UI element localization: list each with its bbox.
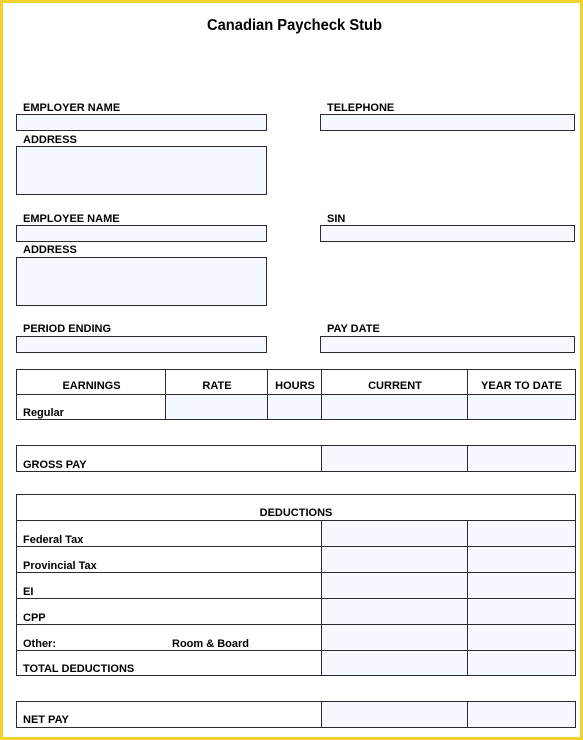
ei-current-field[interactable] (322, 573, 468, 599)
page-title: Canadian Paycheck Stub (206, 17, 383, 34)
employer-name-label: EMPLOYER NAME (23, 102, 121, 114)
cpp-label: CPP (23, 612, 46, 624)
other-current-field[interactable] (322, 625, 468, 651)
other-label: Other: (23, 638, 56, 650)
federal-tax-ytd-field[interactable] (468, 521, 575, 547)
regular-ytd-field[interactable] (468, 395, 575, 419)
gross-pay-row (16, 445, 576, 472)
employee-name-field[interactable] (16, 225, 267, 242)
provincial-tax-ytd-field[interactable] (468, 547, 575, 573)
rate-header: RATE (202, 380, 232, 392)
employer-name-field[interactable] (16, 114, 267, 131)
employer-address-label: ADDRESS (23, 134, 77, 146)
ei-label: EI (23, 586, 34, 598)
gross-pay-current-field[interactable] (322, 446, 468, 471)
regular-label: Regular (23, 407, 64, 419)
sin-field[interactable] (320, 225, 575, 242)
deductions-table (16, 494, 576, 676)
employer-address-field[interactable] (16, 146, 267, 195)
ei-ytd-field[interactable] (468, 573, 575, 599)
period-ending-field[interactable] (16, 336, 267, 353)
hours-header: HOURS (275, 380, 315, 392)
current-header: CURRENT (368, 380, 422, 392)
cpp-current-field[interactable] (322, 599, 468, 625)
provincial-tax-current-field[interactable] (322, 547, 468, 573)
regular-hours-field[interactable] (268, 395, 322, 419)
other-note: Room & Board (172, 638, 249, 650)
net-pay-label: NET PAY (23, 714, 69, 726)
deductions-header: DEDUCTIONS (259, 507, 333, 519)
pay-date-label: PAY DATE (327, 323, 380, 335)
provincial-tax-label: Provincial Tax (23, 560, 97, 572)
total-deductions-current-field[interactable] (322, 651, 468, 675)
employee-name-label: EMPLOYEE NAME (23, 213, 120, 225)
employee-address-label: ADDRESS (23, 244, 77, 256)
telephone-field[interactable] (320, 114, 575, 131)
net-pay-current-field[interactable] (322, 702, 468, 727)
total-deductions-ytd-field[interactable] (468, 651, 575, 675)
federal-tax-current-field[interactable] (322, 521, 468, 547)
pay-date-field[interactable] (320, 336, 575, 353)
other-label-cell (17, 625, 322, 651)
gross-pay-ytd-field[interactable] (468, 446, 575, 471)
net-pay-ytd-field[interactable] (468, 702, 575, 727)
federal-tax-label: Federal Tax (23, 534, 84, 546)
cpp-ytd-field[interactable] (468, 599, 575, 625)
other-ytd-field[interactable] (468, 625, 575, 651)
period-ending-label: PERIOD ENDING (23, 323, 112, 335)
gross-pay-label: GROSS PAY (23, 459, 87, 471)
regular-rate-field[interactable] (166, 395, 268, 419)
earnings-header: EARNINGS (62, 380, 121, 392)
regular-current-field[interactable] (322, 395, 468, 419)
employee-address-field[interactable] (16, 257, 267, 306)
ei-label-cell (17, 573, 322, 599)
total-deductions-label: TOTAL DEDUCTIONS (23, 663, 135, 675)
ytd-header: YEAR TO DATE (481, 380, 562, 392)
net-pay-row (16, 701, 576, 728)
earnings-table (16, 369, 576, 420)
sin-label: SIN (327, 213, 346, 225)
telephone-label: TELEPHONE (327, 102, 395, 114)
cpp-label-cell (17, 599, 322, 625)
